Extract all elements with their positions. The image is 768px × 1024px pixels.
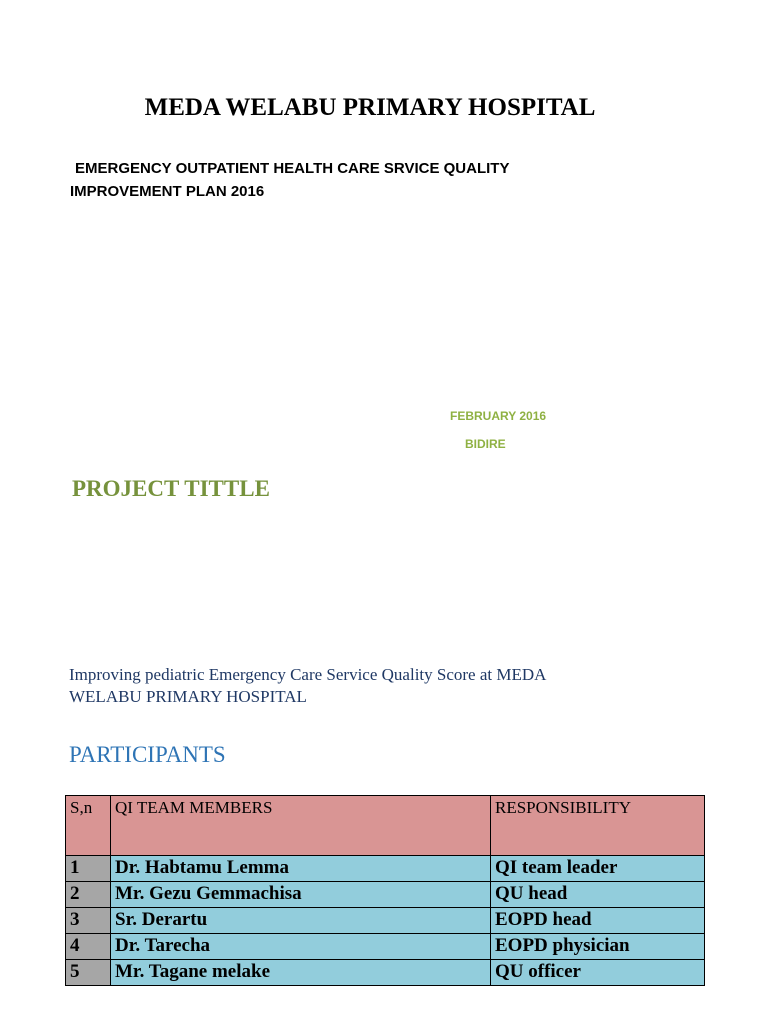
table-row — [66, 882, 705, 908]
table-row — [66, 856, 705, 882]
row-member: Mr. Gezu Gemmachisa — [111, 882, 491, 908]
row-member: Sr. Derartu — [111, 908, 491, 934]
subtitle-line-1: EMERGENCY OUTPATIENT HEALTH CARE SRVICE QUALITY — [75, 160, 510, 177]
plan-place: BIDIRE — [465, 437, 506, 451]
plan-date: FEBRUARY 2016 — [450, 409, 547, 423]
participants-heading: PARTICIPANTS — [69, 742, 226, 767]
row-member: Dr. Habtamu Lemma — [111, 856, 491, 882]
project-description — [69, 664, 669, 708]
row-responsibility: EOPD head — [491, 908, 705, 934]
table-row — [66, 908, 705, 934]
plan-subtitle — [70, 157, 630, 203]
project-description-line-2: WELABU PRIMARY HOSPITAL — [69, 687, 307, 706]
header-sn: S,n — [66, 796, 111, 856]
row-responsibility: QU officer — [491, 960, 705, 986]
participants-table — [65, 795, 705, 986]
header-members: QI TEAM MEMBERS — [111, 796, 491, 856]
row-member: Dr. Tarecha — [111, 934, 491, 960]
table-row — [66, 934, 705, 960]
header-responsibility: RESPONSIBILITY — [491, 796, 705, 856]
row-member: Mr. Tagane melake — [111, 960, 491, 986]
row-sn: 1 — [66, 856, 111, 882]
row-sn: 3 — [66, 908, 111, 934]
row-sn: 4 — [66, 934, 111, 960]
table-header-row — [66, 796, 705, 856]
row-responsibility: QU head — [491, 882, 705, 908]
hospital-title: MEDA WELABU PRIMARY HOSPITAL — [144, 94, 596, 121]
project-description-line-1: Improving pediatric Emergency Care Service Quality Score at MEDA — [69, 665, 547, 684]
table-row — [66, 960, 705, 986]
row-sn: 5 — [66, 960, 111, 986]
subtitle-line-2: IMPROVEMENT PLAN 2016 — [70, 183, 265, 200]
row-responsibility: QI team leader — [491, 856, 705, 882]
row-responsibility: EOPD physician — [491, 934, 705, 960]
row-sn: 2 — [66, 882, 111, 908]
project-title-heading: PROJECT TITTLE — [72, 476, 270, 501]
